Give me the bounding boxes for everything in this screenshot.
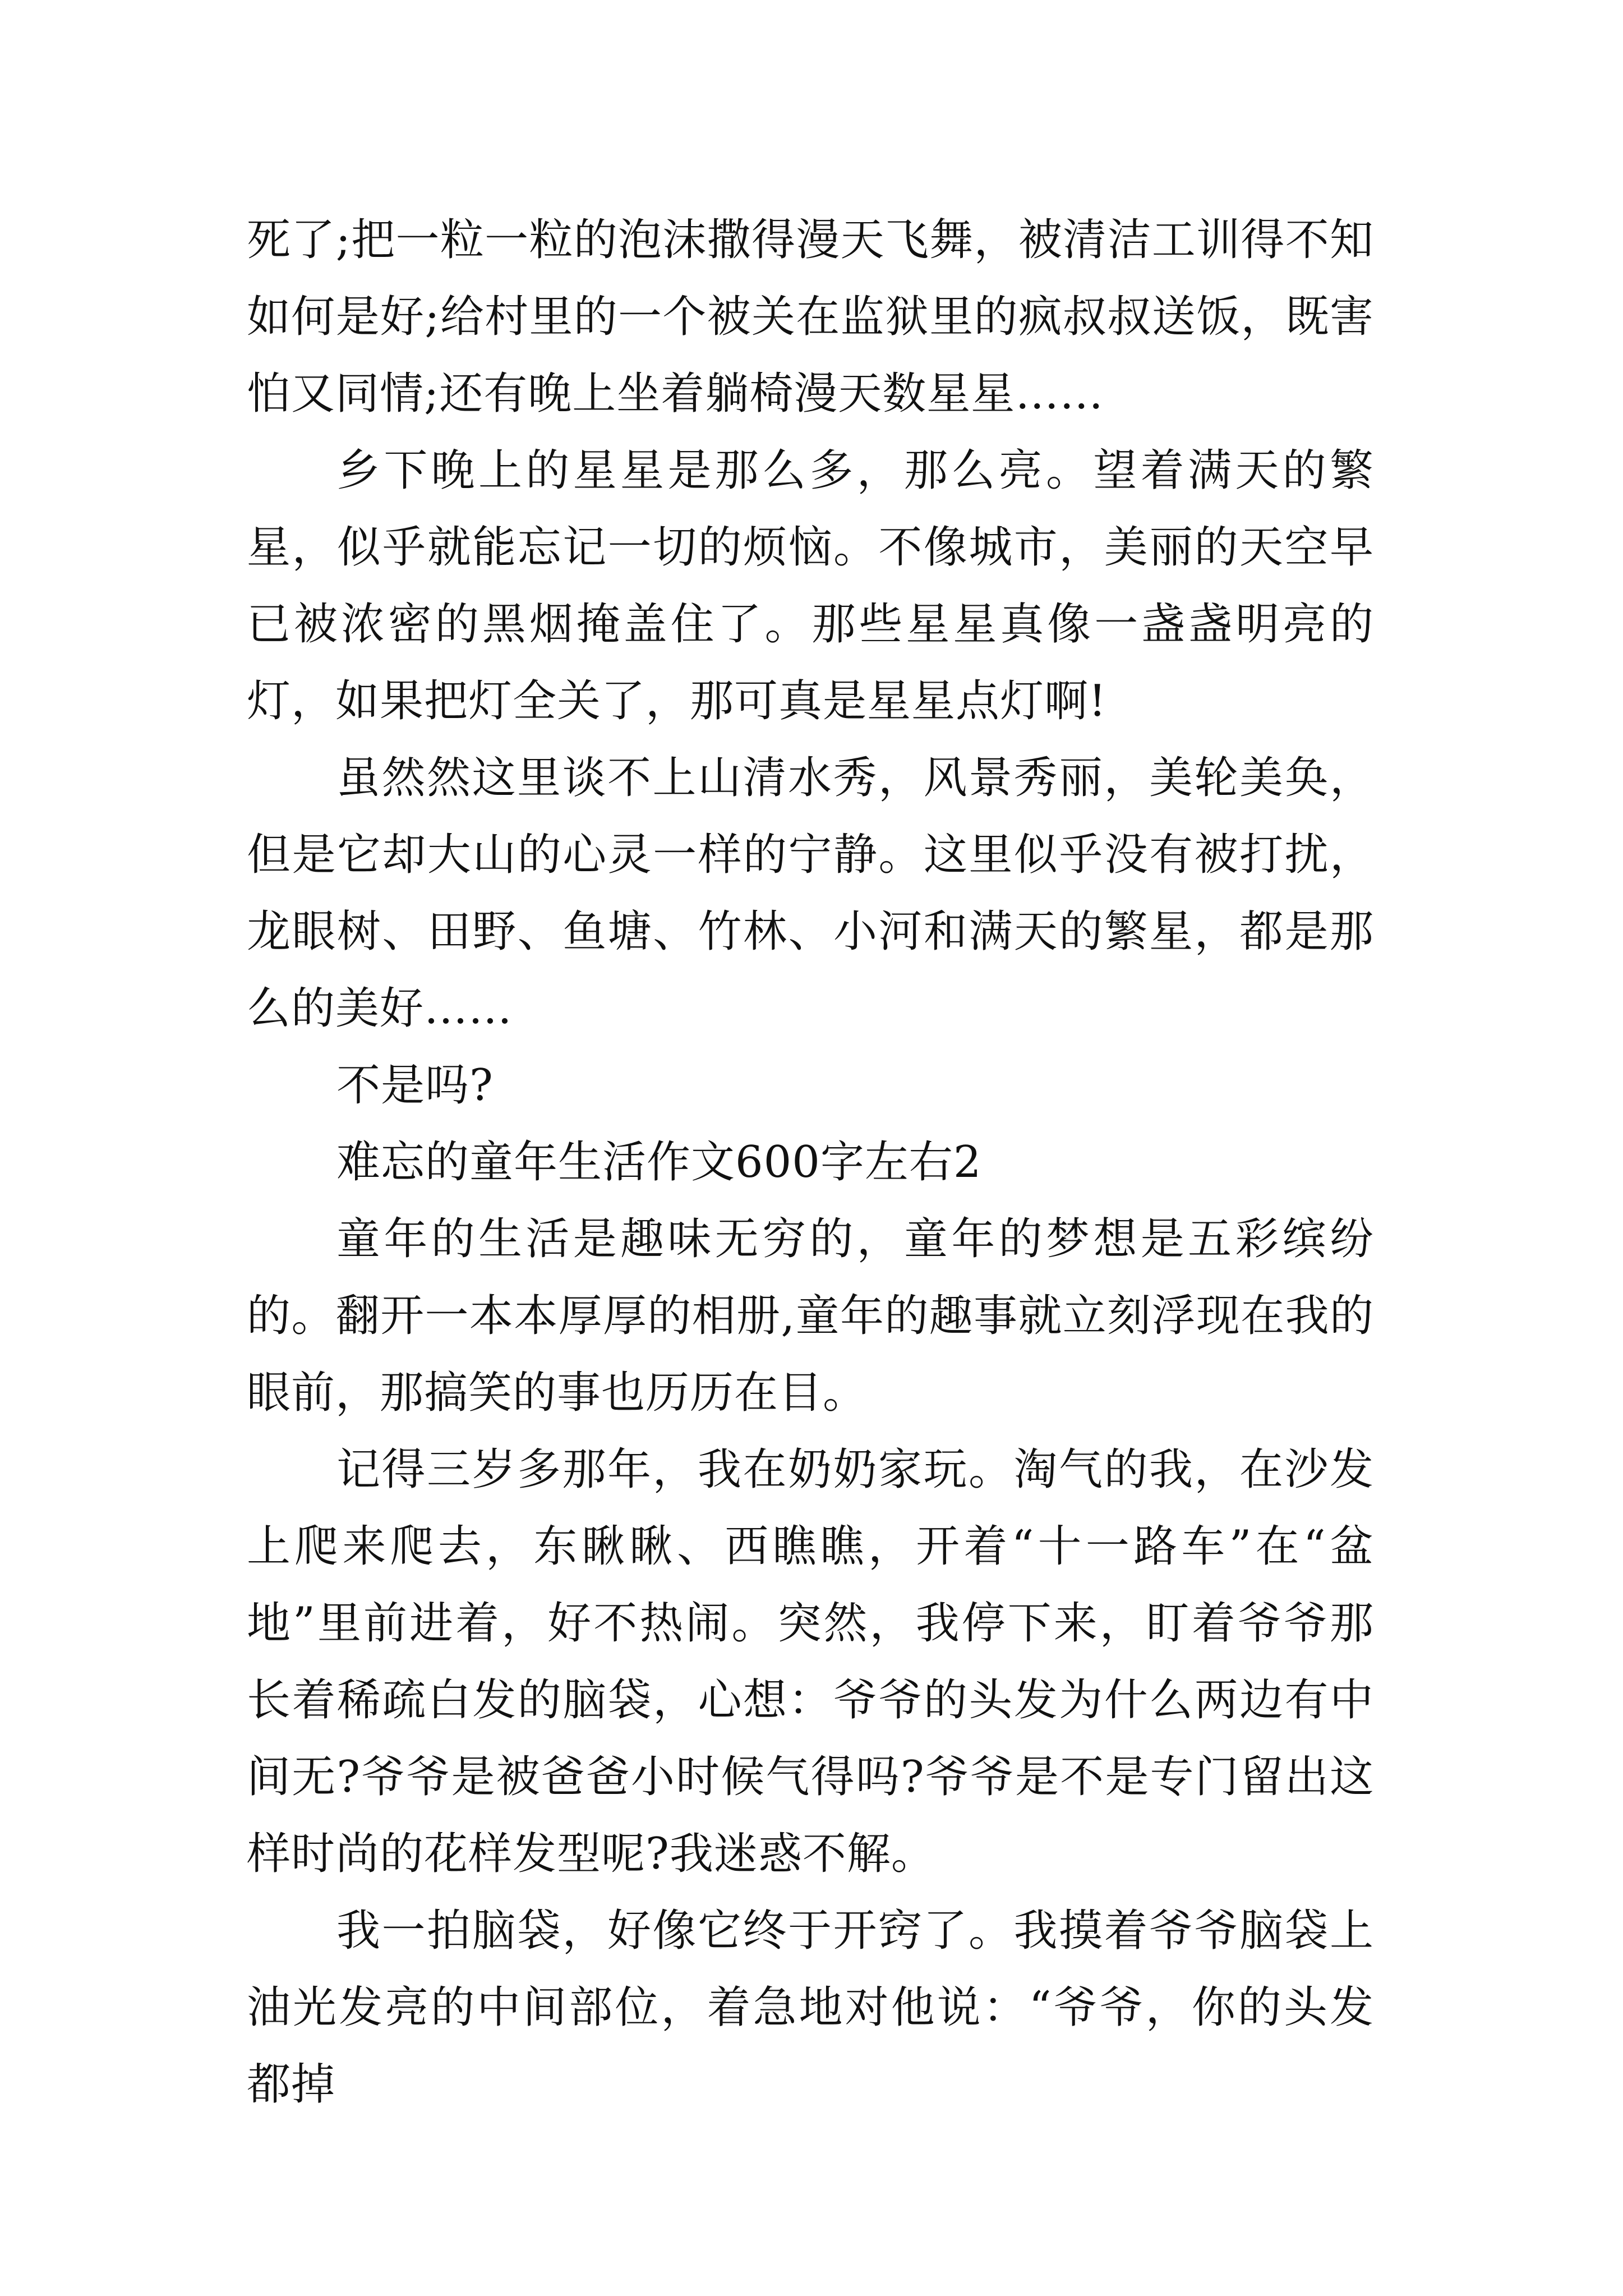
paragraph-3: 虽然然这里谈不上山清水秀，风景秀丽，美轮美奂，但是它却大山的心灵一样的宁静。这里似乎没有被打扰，龙眼树、田野、鱼塘、竹林、小河和满天的繁星，都是那么的美好…… (247, 753, 1374, 1034)
paragraph-1: 死了;把一粒一粒的泡沫撒得漫天飞舞，被清洁工训得不知如何是好;给村里的一个被关在监狱里的疯叔叔送饭，既害怕又同情;还有晚上坐着躺椅漫天数星星…… (247, 215, 1374, 419)
paragraph-4: 不是吗? (336, 1060, 494, 1111)
paragraph-6: 记得三岁多那年，我在奶奶家玩。淘气的我，在沙发上爬来爬去，东瞅瞅、西瞧瞧，开着“十一路车”在“盆地”里前进着，好不热闹。突然，我停下来，盯着爷爷那长着稀疏白发的脑袋，心想：爷爷的头发为什么两边有中间无?爷爷是被爸爸小时候气得吗?爷爷是不是专门留出这样时尚的花样发型呢?我迷惑不解。 (247, 1444, 1374, 1879)
paragraph-7: 我一拍脑袋，好像它终于开窍了。我摸着爷爷脑袋上油光发亮的中间部位，着急地对他说：“爷爷，你的头发都掉 (247, 1906, 1374, 2110)
paragraph-5: 童年的生活是趣味无穷的，童年的梦想是五彩缤纷的。翻开一本本厚厚的相册,童年的趣事就立刻浮现在我的眼前，那搞笑的事也历历在目。 (247, 1214, 1374, 1418)
section-heading: 难忘的童年生活作文600字左右2 (336, 1137, 982, 1188)
paragraph-2: 乡下晚上的星星是那么多，那么亮。望着满天的繁星，似乎就能忘记一切的烦恼。不像城市，美丽的天空早已被浓密的黑烟掩盖住了。那些星星真像一盏盏明亮的灯，如果把灯全关了，那可真是星星点灯啊! (247, 445, 1374, 726)
document-body (247, 202, 1374, 2123)
